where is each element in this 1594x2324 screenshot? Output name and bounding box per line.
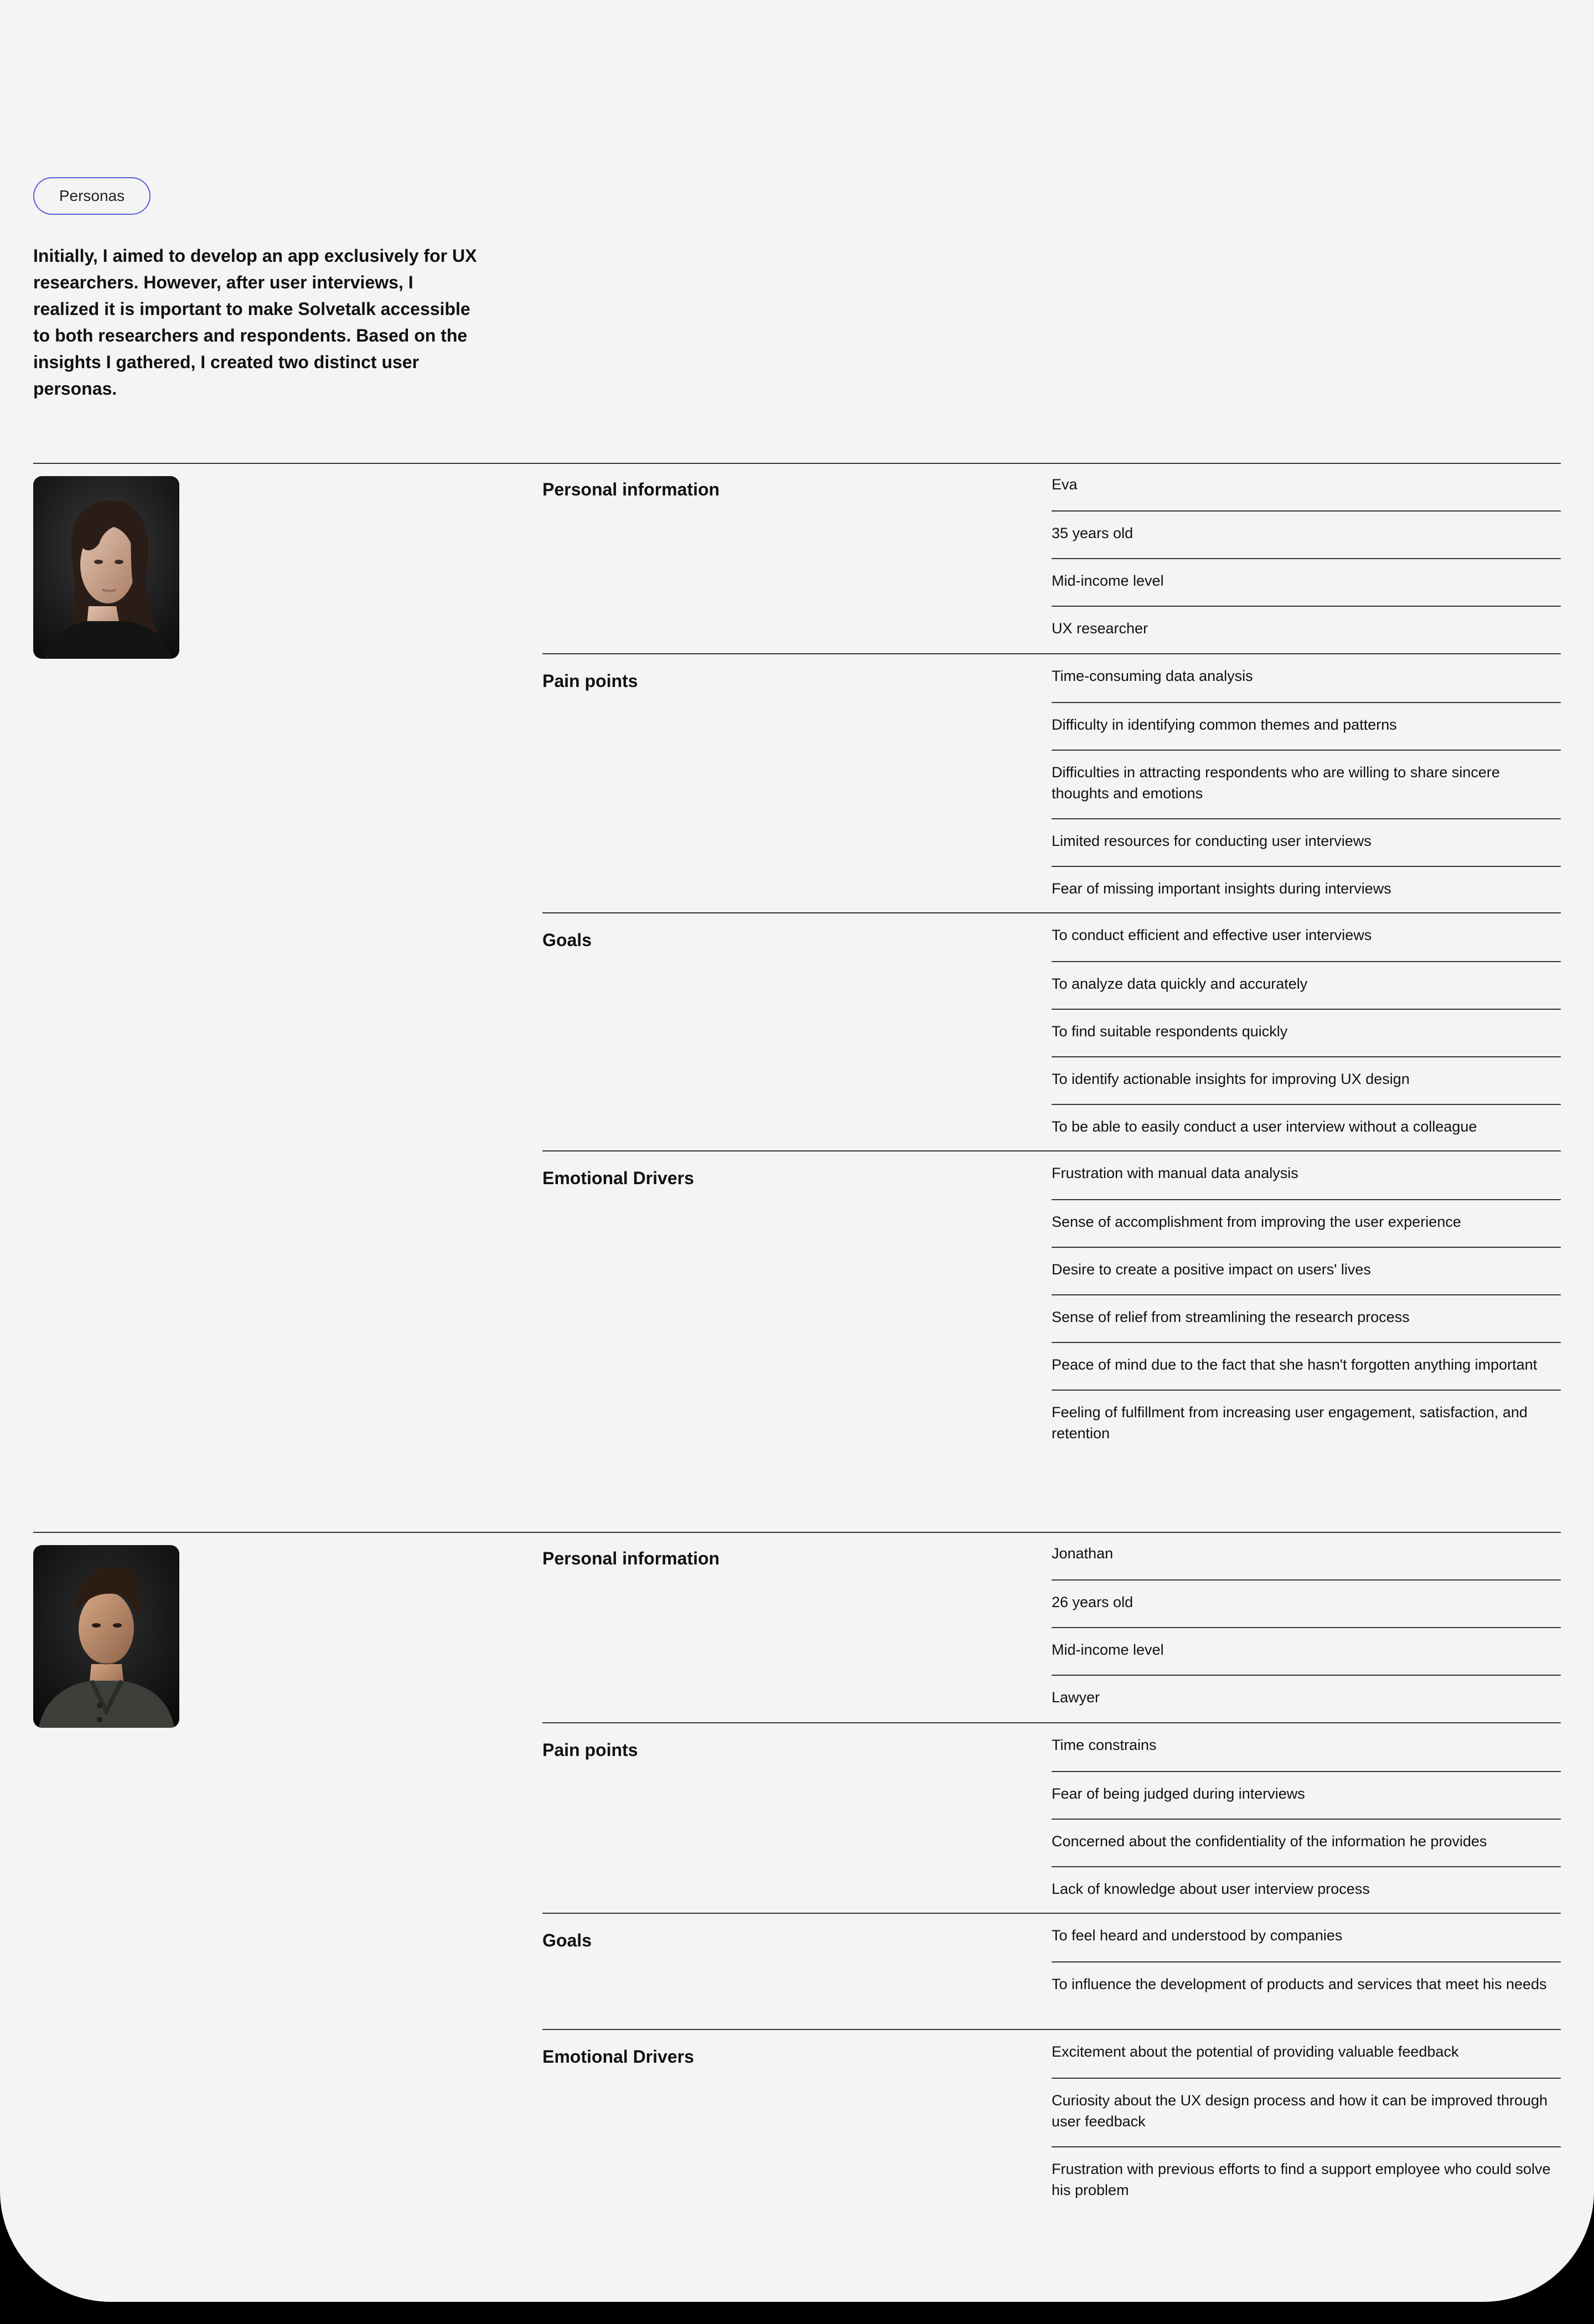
section-pain-points (542, 653, 1561, 913)
item-text: Eva (1052, 476, 1078, 493)
item-text: Limited resources for conducting user interviews (1052, 833, 1372, 849)
section-title: Emotional Drivers (542, 1168, 694, 1188)
list-item (1052, 1247, 1561, 1280)
eva-photo (33, 476, 179, 659)
list-item (1052, 1771, 1561, 1804)
list-item (1052, 913, 1561, 946)
item-text: Frustration with previous efforts to find a support employee who could solve his problem (1052, 2161, 1551, 2198)
section-title: Emotional Drivers (542, 2047, 694, 2067)
item-text: Concerned about the confidentiality of the information he provides (1052, 1833, 1487, 1850)
list-item (1052, 1151, 1561, 1184)
section-title: Goals (542, 930, 592, 950)
list-item (1052, 1342, 1561, 1375)
item-text: Curiosity about the UX design process and how it can be improved through user feedback (1052, 2092, 1548, 2130)
list-item (1052, 1819, 1561, 1852)
item-text: Time constrains (1052, 1737, 1157, 1753)
list-item (1052, 1627, 1561, 1660)
section-goals (542, 912, 1561, 1151)
list-item (1052, 1579, 1561, 1613)
section-emotional-drivers (542, 1150, 1561, 1461)
item-text: Desire to create a positive impact on users' lives (1052, 1261, 1371, 1278)
section-title: Pain points (542, 671, 638, 691)
item-text: To identify actionable insights for improving UX design (1052, 1071, 1410, 1087)
list-item (1052, 961, 1561, 994)
list-item (1052, 1390, 1561, 1444)
list-item (1052, 1056, 1561, 1089)
item-text: Mid-income level (1052, 572, 1164, 589)
item-text: Peace of mind due to the fact that she hasn't forgotten anything important (1052, 1356, 1538, 1373)
section-title: Goals (542, 1930, 592, 1950)
list-item (1052, 558, 1561, 591)
list-item (1052, 818, 1561, 851)
item-text: 26 years old (1052, 1594, 1134, 1610)
list-item (1052, 510, 1561, 544)
list-item (1052, 702, 1561, 735)
list-item (1052, 750, 1561, 804)
section-title: Pain points (542, 1740, 638, 1760)
list-item (1052, 463, 1561, 495)
list-item (1052, 1532, 1561, 1564)
item-text: To be able to easily conduct a user interview without a colleague (1052, 1118, 1477, 1135)
list-item (1052, 1914, 1561, 1946)
item-text: Sense of accomplishment from improving the user experience (1052, 1213, 1461, 1230)
list-item (1052, 1961, 1561, 1995)
item-text: Feeling of fulfillment from increasing user engagement, satisfaction, and retention (1052, 1404, 1528, 1442)
list-item (1052, 654, 1561, 686)
section-emotional-drivers (542, 2029, 1561, 2218)
section-title: Personal information (542, 1548, 720, 1568)
list-item (1052, 2030, 1561, 2062)
list-item (1052, 2146, 1561, 2201)
item-text: Fear of being judged during interviews (1052, 1785, 1305, 1802)
section-personal-information (542, 463, 1561, 653)
item-text: Lawyer (1052, 1689, 1100, 1706)
item-text: 35 years old (1052, 525, 1134, 541)
item-text: To conduct efficient and effective user interviews (1052, 927, 1372, 943)
item-text: Difficulty in identifying common themes and patterns (1052, 716, 1397, 733)
list-item (1052, 1866, 1561, 1899)
item-text: UX researcher (1052, 620, 1148, 637)
item-text: Lack of knowledge about user interview process (1052, 1881, 1370, 1897)
jonathan-photo (33, 1545, 179, 1728)
list-item (1052, 1009, 1561, 1042)
item-text: Jonathan (1052, 1545, 1114, 1562)
section-title: Personal information (542, 479, 720, 499)
item-text: Fear of missing important insights during interviews (1052, 880, 1391, 897)
personas-tag-label: Personas (59, 187, 125, 204)
list-item (1052, 2078, 1561, 2132)
item-text: Frustration with manual data analysis (1052, 1165, 1298, 1181)
list-item (1052, 1294, 1561, 1328)
section-goals (542, 1913, 1561, 2030)
list-item (1052, 1723, 1561, 1755)
item-text: To feel heard and understood by companies (1052, 1927, 1343, 1944)
item-text: Mid-income level (1052, 1641, 1164, 1658)
personas-tag (33, 177, 151, 215)
item-text: Time-consuming data analysis (1052, 668, 1253, 684)
list-item (1052, 1104, 1561, 1137)
section-pain-points (542, 1722, 1561, 1914)
item-text: Sense of relief from streamlining the research process (1052, 1309, 1410, 1325)
item-text: To influence the development of products and services that meet his needs (1052, 1976, 1547, 1992)
list-item (1052, 1199, 1561, 1232)
item-text: To find suitable respondents quickly (1052, 1023, 1288, 1040)
list-item (1052, 606, 1561, 639)
item-text: To analyze data quickly and accurately (1052, 975, 1308, 992)
list-item (1052, 1675, 1561, 1708)
item-text: Difficulties in attracting respondents who are willing to share sincere thoughts and emotions (1052, 764, 1500, 802)
list-item (1052, 866, 1561, 899)
section-personal-information (542, 1532, 1561, 1722)
item-text: Excitement about the potential of providing valuable feedback (1052, 2043, 1459, 2060)
intro-paragraph: Initially, I aimed to develop an app exclusively for UX researchers. However, after user interviews, I realized it is important to make Solvetalk accessible to both researchers and respondents. Based on the insights I gathered, I created two distinct user personas. (33, 246, 477, 399)
